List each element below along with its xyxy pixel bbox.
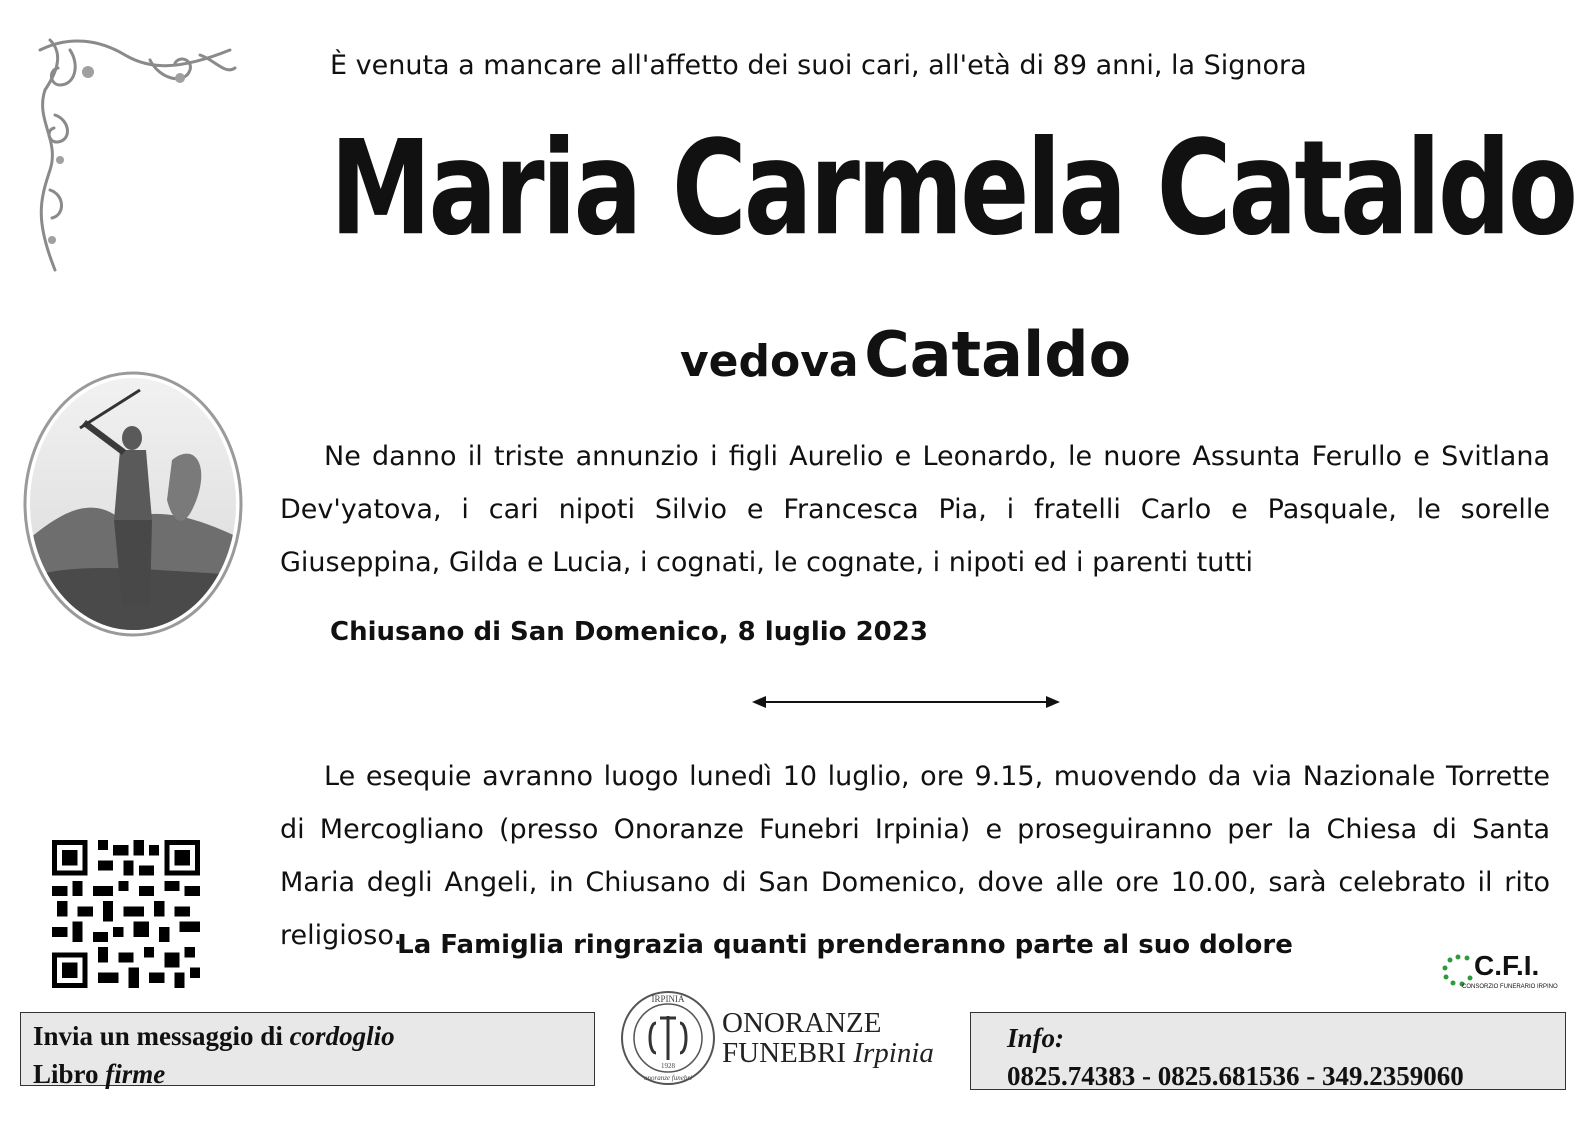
widow-prefix: vedova [680, 336, 859, 387]
thanks-line: La Famiglia ringrazia quanti prenderanno parte al suo dolore [397, 930, 1293, 960]
condolence-prefix: Invia un messaggio di [33, 1021, 283, 1051]
qr-code-icon[interactable] [52, 840, 200, 988]
guestbook-emphasis: firme [105, 1059, 166, 1089]
funeral-home-name [722, 1008, 934, 1068]
info-phones[interactable]: 0825.74383 - 0825.681536 - 349.2359060 [1007, 1061, 1464, 1091]
guestbook-link[interactable] [33, 1055, 594, 1093]
intro-text: È venuta a mancare all'affetto dei suoi cari, all'età di 89 anni, la Signora [330, 50, 1307, 81]
cfi-subtitle: CONSORZIO FUNERARIO IRPINO [1462, 984, 1558, 990]
funeral-details-paragraph: Le esequie avranno luogo lunedì 10 luglio, ore 9.15, muovendo da via Nazionale Torrette di Mercogliano (presso Onoranze Funebri Irpinia) e proseguiranno per la Chiesa di Santa Maria degli Angeli, in Chiusano di San Domenico, dove alle ore 10.00, sarà celebrato il rito religioso. [280, 761, 1550, 951]
cfi-logo [1440, 948, 1560, 998]
funeral-home-seal-icon [618, 988, 718, 1088]
memorial-photo [22, 370, 244, 638]
info-box [970, 1012, 1566, 1090]
funeral-home-prefix: FUNEBRI [722, 1037, 847, 1069]
condolence-link[interactable] [33, 1017, 594, 1055]
seal-top-text: IRPINIA [651, 994, 685, 1004]
announcement-paragraph: Ne danno il triste annunzio i figli Aurelio e Leonardo, le nuore Assunta Ferullo e Svitlana Dev'yatova, i cari nipoti Silvio e Francesca Pia, i fratelli Carlo e Pasquale, le sorelle Giuseppina, Gilda e Lucia, i cognati, le cognate, i nipoti ed i parenti tutti [280, 441, 1550, 578]
corner-flourish-icon [30, 30, 240, 285]
funeral-home-emphasis: Irpinia [853, 1037, 934, 1069]
double-arrow-divider-icon [750, 692, 1062, 712]
seal-bottom-text: onoranze funebri [643, 1074, 693, 1082]
guestbook-prefix: Libro [33, 1059, 99, 1089]
widow-surname: Cataldo [864, 318, 1132, 391]
widow-line [680, 318, 1131, 391]
deceased-name: Maria Carmela Cataldo [330, 112, 1576, 266]
funeral-home-line2 [722, 1038, 934, 1068]
info-label: Info: [1007, 1023, 1065, 1053]
seal-year: 1928 [661, 1062, 675, 1070]
cfi-text: C.F.I. [1474, 950, 1540, 981]
funeral-home-line1: ONORANZE [722, 1007, 882, 1039]
condolence-box[interactable] [20, 1012, 595, 1089]
condolence-emphasis: cordoglio [289, 1021, 395, 1051]
dateline: Chiusano di San Domenico, 8 luglio 2023 [330, 617, 928, 647]
